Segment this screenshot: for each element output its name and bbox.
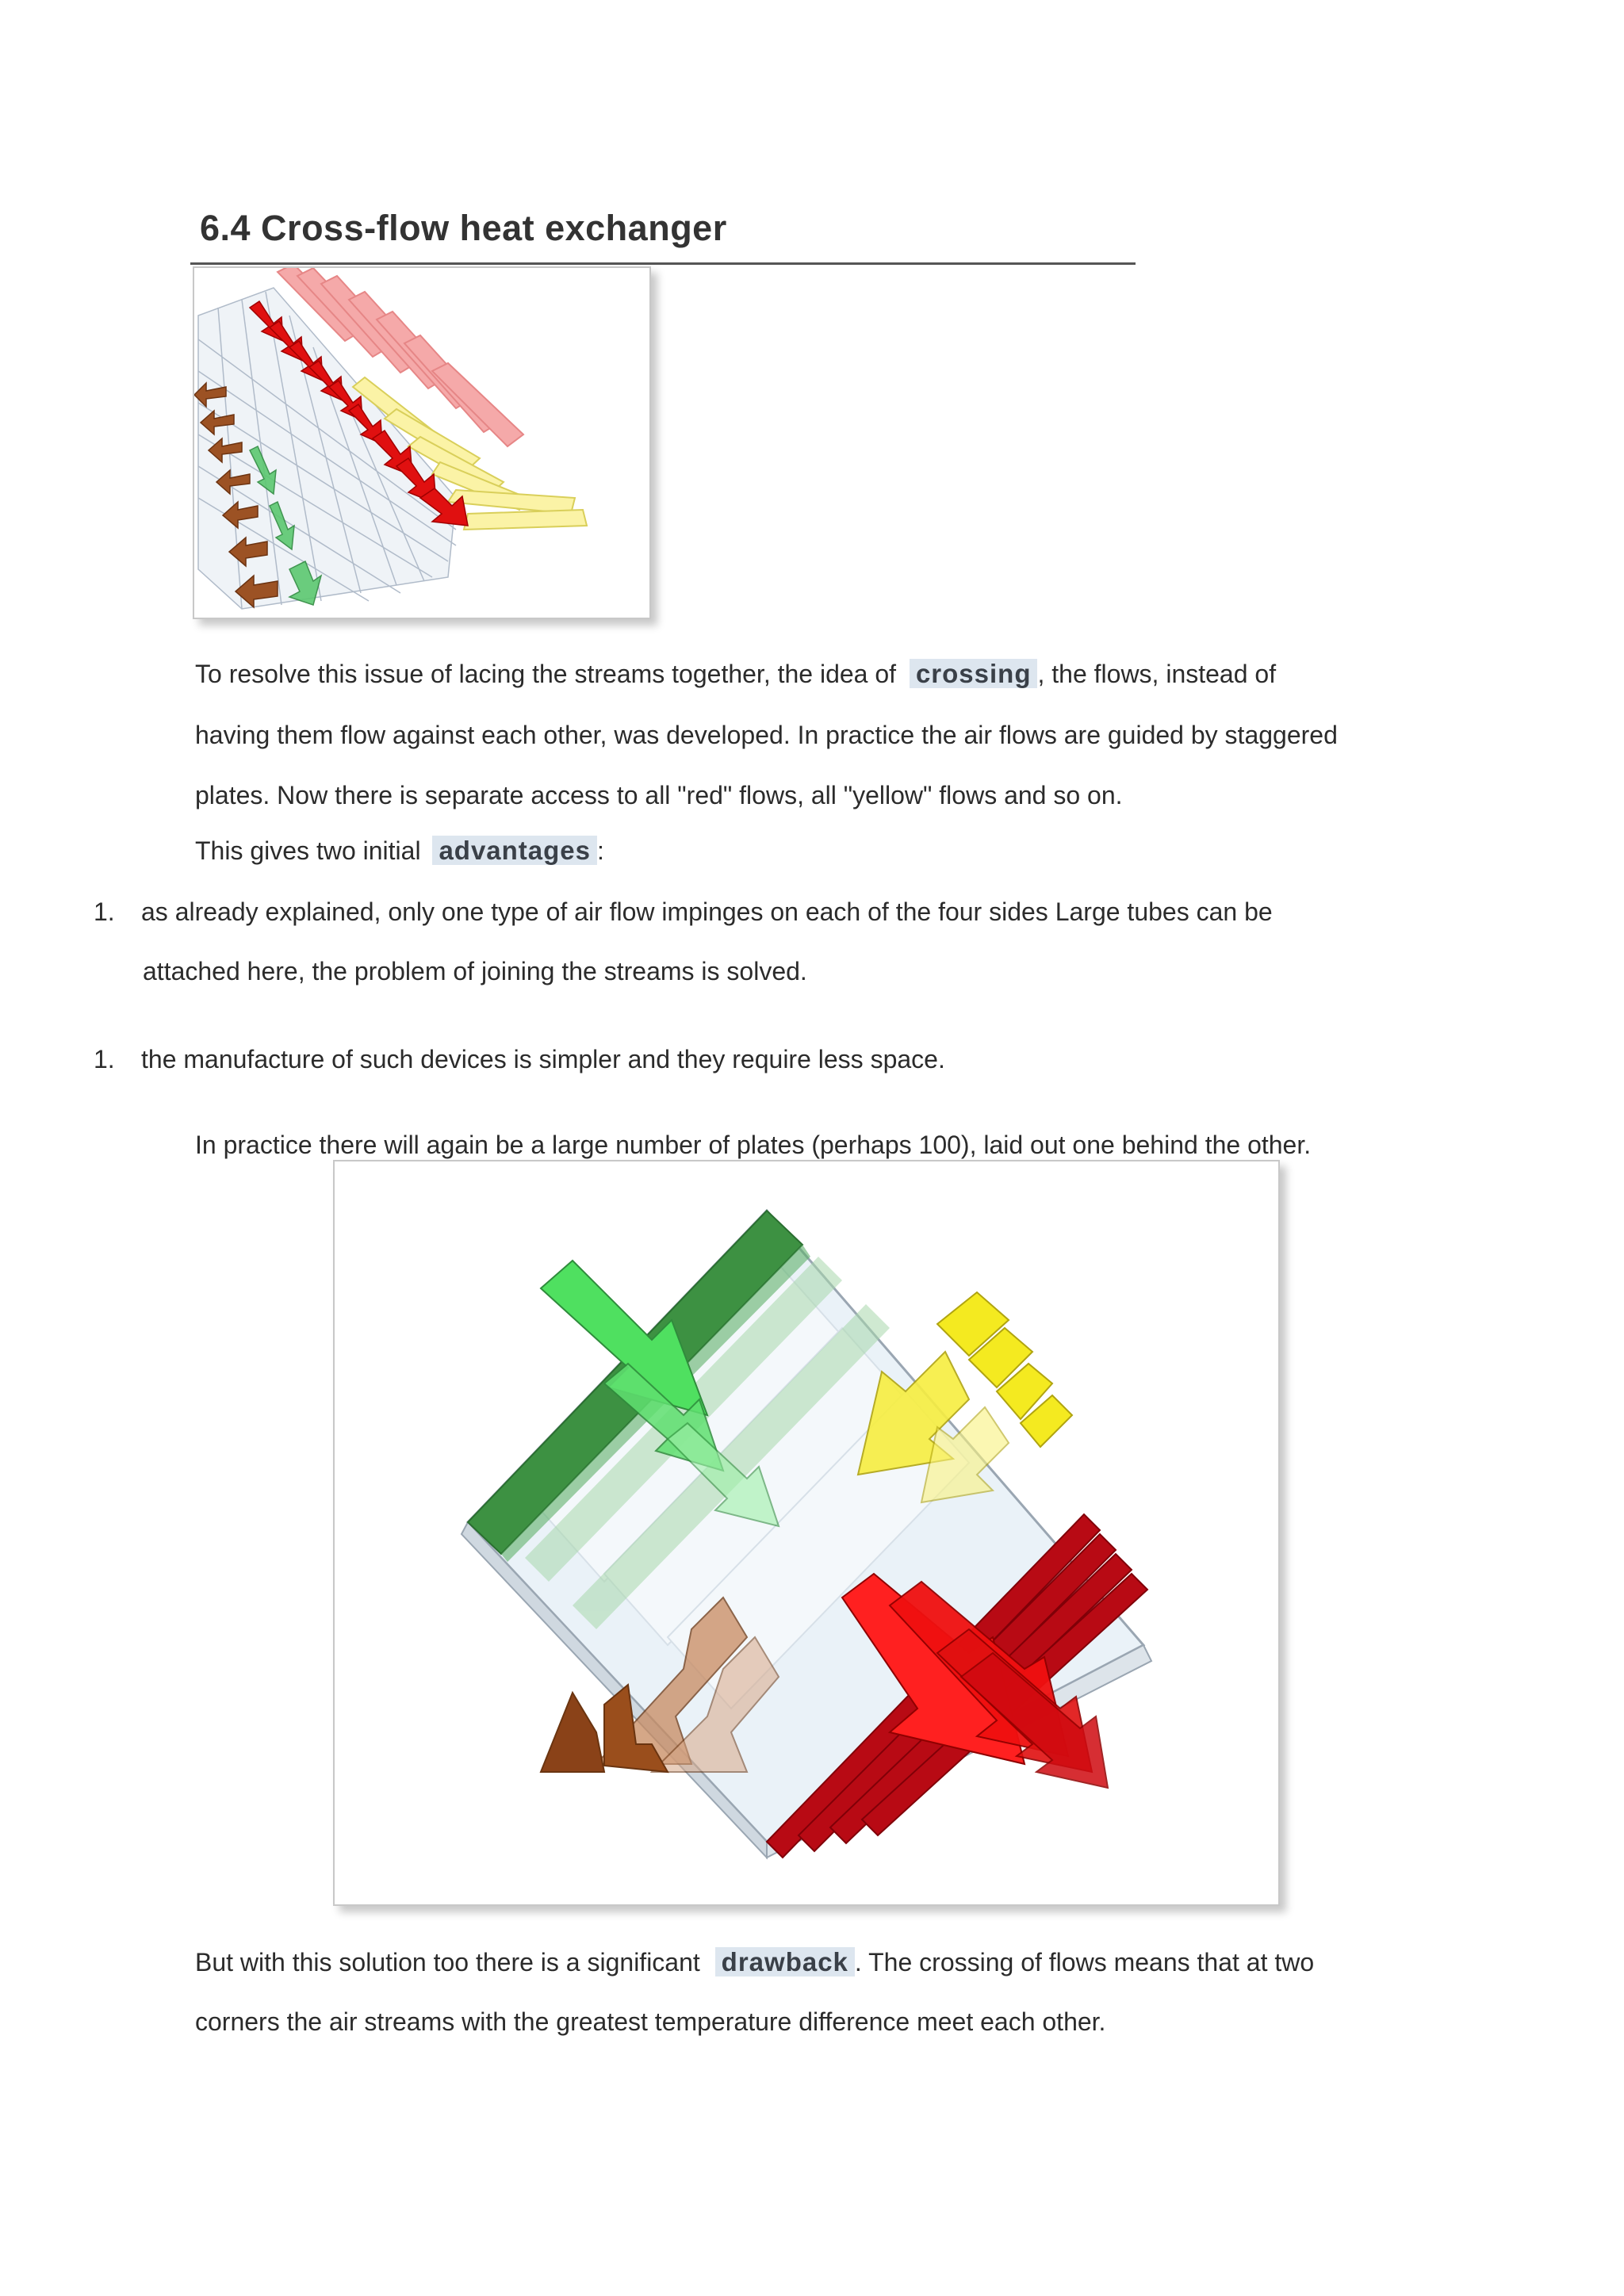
list-item1-number: 1. bbox=[94, 897, 115, 926]
para1-line3: plates. Now there is separate access to all "red" flows, all "yellow" flows and so on. bbox=[195, 781, 1123, 809]
para1-line1-pre: To resolve this issue of lacing the streams together, the idea of bbox=[195, 660, 897, 688]
list-item1-line2: attached here, the problem of joining the streams is solved. bbox=[143, 957, 807, 985]
para2-pre: This gives two initial bbox=[195, 836, 421, 865]
figure-exchanger-block bbox=[333, 1160, 1280, 1906]
term-advantages: advantages bbox=[432, 836, 597, 865]
exchanger-block-illustration bbox=[335, 1161, 1278, 1904]
para4-line1 bbox=[195, 1946, 1314, 1978]
figure-plates bbox=[193, 266, 651, 619]
list-item2-line1: the manufacture of such devices is simpler and they require less space. bbox=[141, 1045, 945, 1073]
para4-line2: corners the air streams with the greatest temperature difference meet each other. bbox=[195, 2007, 1106, 2036]
list-item2-number: 1. bbox=[94, 1045, 115, 1073]
section-heading: 6.4 Cross-flow heat exchanger bbox=[200, 208, 727, 248]
para4-pre: But with this solution too there is a significant bbox=[195, 1948, 700, 1976]
heading-rule bbox=[190, 262, 1136, 265]
para1-line1-post: , the flows, instead of bbox=[1037, 660, 1277, 688]
term-drawback: drawback bbox=[715, 1947, 855, 1976]
term-crossing: crossing bbox=[910, 659, 1038, 688]
para4-post: . The crossing of flows means that at two bbox=[854, 1948, 1315, 1976]
para2-line bbox=[195, 835, 604, 867]
para1-line1 bbox=[195, 658, 1276, 690]
para2-post: : bbox=[597, 836, 604, 865]
list-item1-line1: as already explained, only one type of air flow impinges on each of the four sides Large tubes can be bbox=[141, 897, 1273, 926]
para3: In practice there will again be a large number of plates (perhaps 100), laid out one behind the other. bbox=[195, 1131, 1312, 1159]
para1-line2: having them flow against each other, was developed. In practice the air flows are guided by staggered bbox=[195, 721, 1338, 749]
plates-illustration bbox=[194, 268, 649, 618]
